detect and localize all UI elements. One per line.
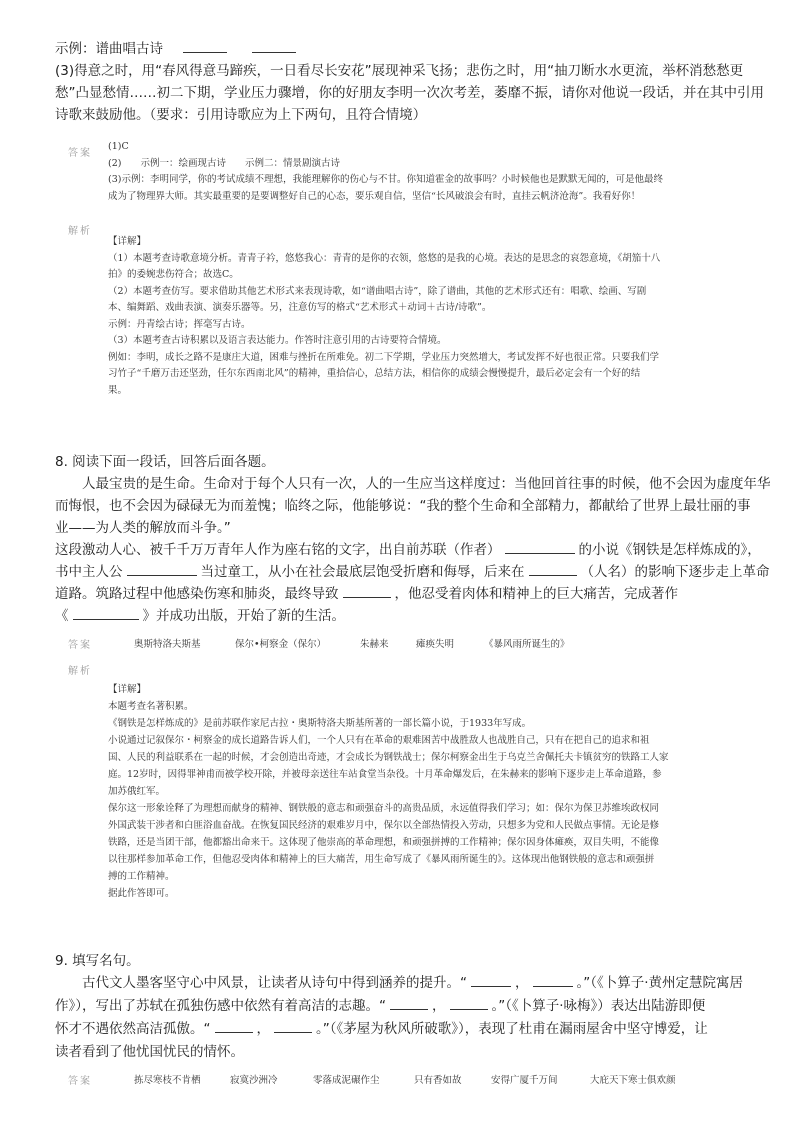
example-text: 示例：谱曲唱古诗 <box>55 41 163 57</box>
q7-analysis <box>108 234 708 399</box>
q-text: ， <box>515 975 529 991</box>
analysis-line: （2）本题考查仿写。要求借助其他艺术形式来表现诗歌，如“谱曲唱古诗”，除了谱曲，其他的艺术形式还有：唱歌、绘画、写剧 <box>108 285 647 297</box>
answer-item: 零落成泥碾作尘 <box>313 1075 380 1086</box>
protagonist-blank[interactable] <box>127 561 197 576</box>
result-blank[interactable] <box>343 583 391 598</box>
q-text: （人名）的影响下逐步走上革命 <box>580 564 770 580</box>
q-text: 作》），写出了苏轼在孤独伤感中依然有着高洁的志趣。“ <box>55 998 386 1014</box>
analysis-line: 外国武装干涉者和白匪浴血奋战。在恢复国民经济的艰难岁月中，保尔以全部热情投入劳动，只想多为党和人民做点事情。无论是修 <box>108 820 660 831</box>
mentor-blank[interactable] <box>529 561 577 576</box>
answer-tag: 答案 <box>68 148 92 159</box>
answer-tag: 答案 <box>68 1076 92 1087</box>
q7-answer <box>108 139 708 205</box>
poem-blank[interactable] <box>450 995 488 1010</box>
answer-item: 奥斯特洛夫斯基 <box>134 639 201 650</box>
text-line: (3)得意之时，用“春风得意马蹄疾，一日看尽长安花”展现神采飞扬；悲伤之时，用“抽刀断水水更流，举杯消愁愁更 <box>55 63 744 79</box>
q-text: ， <box>432 998 446 1014</box>
answer-item: 拣尽寒枝不肯栖 <box>134 1075 201 1086</box>
q-text: ，他忍受着肉体和精神上的巨大痛苦，完成著作 <box>394 586 678 602</box>
answer-item: 大庇天下寒士俱欢颜 <box>590 1075 676 1086</box>
q-text: ， <box>256 1021 270 1037</box>
q-text: 《 <box>55 608 69 624</box>
text-line: 诗歌来鼓励他。（要求：引用诗歌应为上下两句，且符合情境） <box>55 107 427 123</box>
analysis-line: 小说通过记叙保尔・柯察金的成长道路告诉人们，一个人只有在革命的艰难困苦中战胜敌人也战胜自己，只有在把自己的追求和祖 <box>108 735 650 746</box>
q-text: 。”（《卜算子·黄州定慧院寓居 <box>576 975 744 991</box>
q-text: 读者看到了他忧国忧民的情怀。 <box>55 1044 244 1060</box>
q-text: 这段激动人心、被千千万万青年人作为座右铭的文字，出自前苏联（作者） <box>55 542 501 558</box>
answer-item: 保尔•柯察金（保尔） <box>235 639 327 650</box>
poem-blank[interactable] <box>471 972 511 987</box>
answer-line: 成为了物理界大师。其实最重要的是要调整好自己的心态，要乐观自信，坚信“长风破浪会有时，直挂云帆济沧海”。我看好你！ <box>108 190 641 202</box>
q8-passage <box>55 473 771 539</box>
answer-tag: 答案 <box>68 640 92 651</box>
analysis-line: 加苏俄红军。 <box>108 786 166 797</box>
analysis-line: 示例：丹青绘古诗；挥毫写古诗。 <box>108 318 251 330</box>
q8-answer-row <box>0 636 794 652</box>
q9-body <box>55 972 745 1064</box>
answer-item: 只有香如故 <box>414 1075 462 1086</box>
passage-line: 而悔恨，也不会因为碌碌无为而羞愧；临终之际，他能够说：“我的整个生命和全部精力，都献给了世界上最壮丽的事 <box>55 498 751 514</box>
analysis-tag: 解析 <box>68 226 92 237</box>
analysis-line: 据此作答即可。 <box>108 888 175 899</box>
question-heading: 8. 阅读下面一段话，回答后面各题。 <box>55 454 275 470</box>
analysis-line: 铁路，还是当团干部，他都豁出命来干。这体现了他崇高的革命理想，和顽强拼搏的工作精神；保尔因身体瘫痪，双目失明，不能像 <box>108 837 660 848</box>
answer-item: 寂寞沙洲冷 <box>230 1075 278 1086</box>
analysis-line: （3）本题考查古诗积累以及语言表达能力。作答时注意引用的古诗要符合情境。 <box>108 335 447 346</box>
answer-item: 朱赫来 <box>360 639 389 650</box>
analysis-line: 果。 <box>108 384 128 396</box>
analysis-line: 搏的工作精神。 <box>108 871 175 882</box>
blank[interactable] <box>252 38 296 53</box>
poem-blank[interactable] <box>533 972 573 987</box>
analysis-line: 例如：李明，成长之路不是康庄大道，困难与挫折在所难免。初二下学期，学业压力突然增大，考试发挥不好也很正常。只要我们学 <box>108 351 660 363</box>
q-text: 古代文人墨客坚守心中风景，让读者从诗句中得到涵养的提升。“ <box>82 975 467 991</box>
analysis-line: 国、人民的利益联系在一起的时候，才会创造出奇迹，才会成长为钢铁战士；保尔柯察金出生于乌克兰舍佩托夫卡镇贫穷的铁路工人家 <box>108 752 669 763</box>
q-text: 。”（《卜算子·咏梅》）表达出陆游即便 <box>491 998 706 1014</box>
passage-line: 人最宝贵的是生命。生命对于每个人只有一次，人的一生应当这样度过：当他回首往事的时候，他不会因为虚度年华 <box>82 476 771 492</box>
q9-heading <box>55 950 745 972</box>
answer-line: (1)C <box>108 141 129 152</box>
q-text: 道路。筑路过程中他感染伤寒和肺炎，最终导致 <box>55 586 339 602</box>
answer-item: 《暴风雨所诞生的》 <box>484 639 570 650</box>
poem-blank[interactable] <box>274 1018 312 1033</box>
q7-part3 <box>55 60 764 126</box>
answer-line: (2) 示例一：绘画现古诗 示例二：情景剧演古诗 <box>108 157 340 169</box>
question-heading: 9. 填写名句。 <box>55 953 140 969</box>
q-text: 》并成功出版，开始了新的生活。 <box>142 608 345 624</box>
analysis-line: 保尔这一形象诠释了为理想而献身的精神、钢铁般的意志和顽强奋斗的高贵品质，永远值得我们学习；如：保尔为保卫苏维埃政权同 <box>108 803 660 814</box>
q-text: 怀才不遇依然高洁孤傲。“ <box>55 1021 211 1037</box>
text-line: 愁”凸显愁情……初二下期，学业压力骤增，你的好朋友李明一次次考差，萎靡不振，请你对他说一段话，并在其中引用 <box>55 85 764 101</box>
analysis-line: 以往那样参加革命工作，但他忍受肉体和精神上的巨大痛苦，用生命写成了《暴风雨所诞生的》。这体现出他钢铁般的意志和顽强拼 <box>108 854 655 865</box>
book-blank[interactable] <box>73 605 139 620</box>
analysis-tag: 解析 <box>68 666 92 677</box>
q8-heading <box>55 451 745 473</box>
analysis-line: 拍》的委婉悲伤符合；故选C。 <box>108 269 239 280</box>
analysis-line: 本、编舞蹈、戏曲表演、演奏乐器等。另，注意仿写的格式“艺术形式＋动词＋古诗/诗歌”。 <box>108 302 492 313</box>
q8-question <box>55 539 770 627</box>
analysis-line: 【详解】 <box>108 236 147 247</box>
q-text: 。”（《茅屋为秋风所破歌》），表现了杜甫在漏雨屋舍中坚守博爱，让 <box>316 1021 708 1037</box>
answer-line: (3)示例：李明同学，你的考试成绩不理想，我能理解你的伤心与不甘。你知道霍金的故事吗？小时候他也是默默无闻的，可是他最终 <box>108 174 663 185</box>
q-text: 书中主人公 <box>55 564 123 580</box>
poem-blank[interactable] <box>390 995 428 1010</box>
poem-blank[interactable] <box>215 1018 253 1033</box>
q9-answer-row <box>0 1072 794 1088</box>
analysis-line: 本题考查名著积累。 <box>108 701 194 712</box>
analysis-line: 《钢铁是怎样炼成的》是前苏联作家尼古拉・奥斯特洛夫斯基所著的一部长篇小说，于1933年写成。 <box>108 718 532 729</box>
q8-analysis <box>108 681 708 902</box>
q7-example-line <box>55 38 745 60</box>
analysis-line: 庭。12岁时，因得罪神甫而被学校开除，并被母亲送往车站食堂当杂役。十月革命爆发后，在朱赫来的影响下逐步走上革命道路，参 <box>108 769 662 780</box>
answer-item: 安得广厦千万间 <box>491 1075 558 1086</box>
analysis-line: （1）本题考查诗歌意境分析。青青子衿，悠悠我心：青青的是你的衣领，悠悠的是我的心境。表达的是思念的哀怨意境，《胡笳十八 <box>108 252 661 264</box>
analysis-line: 【详解】 <box>108 684 147 695</box>
analysis-line: 习竹子“千磨万击还坚劲，任尔东西南北风”的精神，重拾信心，总结方法，相信你的成绩会慢慢提升，最后必定会有一个好的结 <box>108 368 641 379</box>
passage-line: 业——为人类的解放而斗争。” <box>55 520 231 536</box>
q-text: 当过童工，从小在社会最底层饱受折磨和侮辱，后来在 <box>200 564 525 580</box>
answer-item: 瘫痪失明 <box>416 639 455 650</box>
author-blank[interactable] <box>505 539 575 554</box>
q-text: 的小说《钢铁是怎样炼成的》， <box>578 542 761 558</box>
blank[interactable] <box>183 38 227 53</box>
